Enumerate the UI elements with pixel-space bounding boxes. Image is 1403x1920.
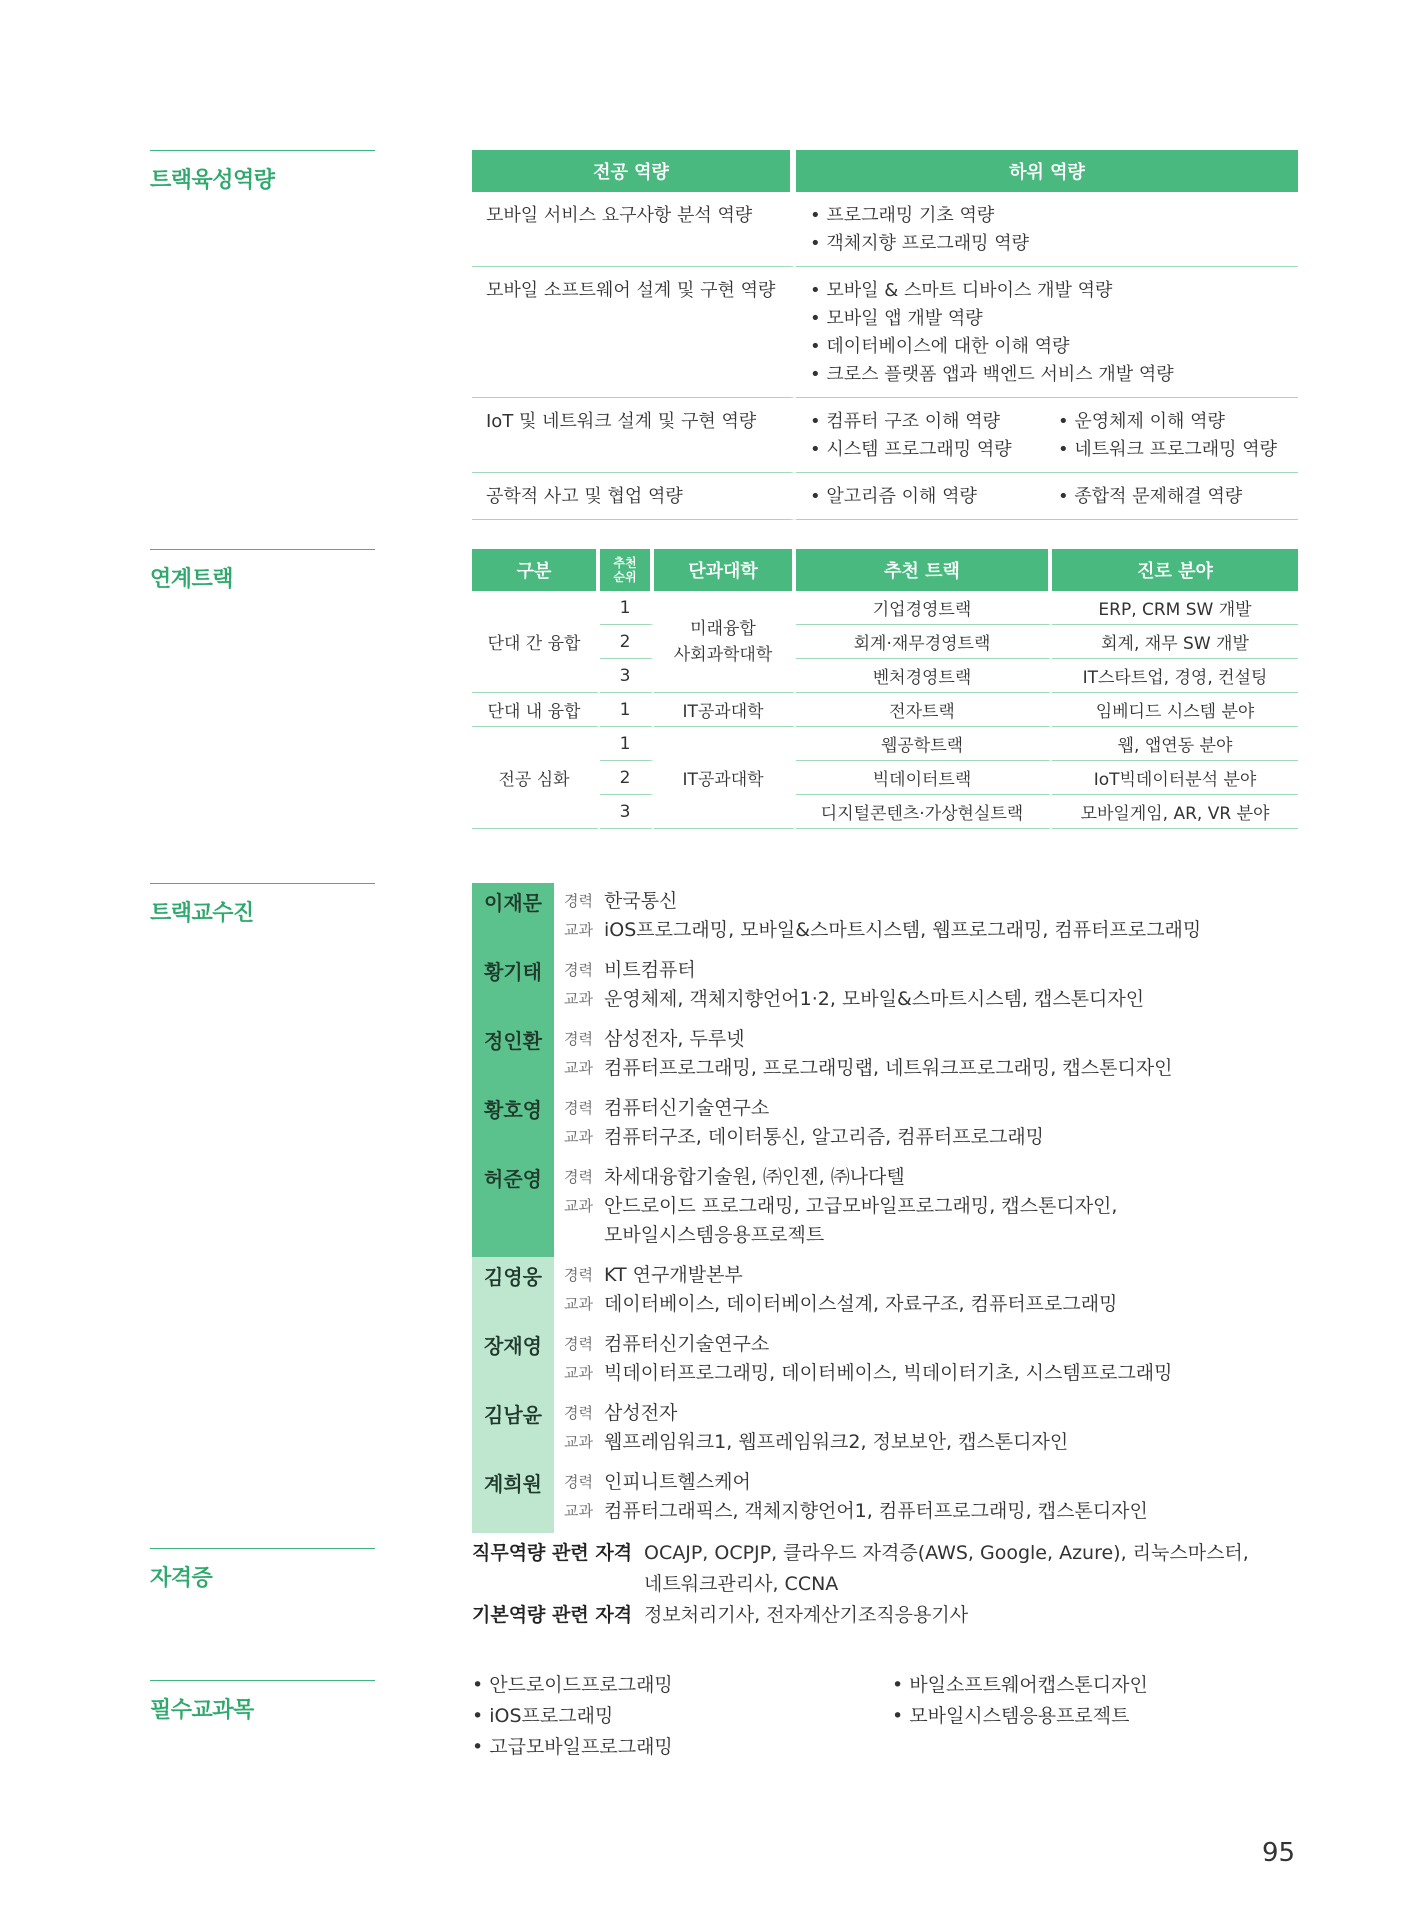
college-cell: 미래융합 사회과학대학	[654, 591, 796, 693]
certs-block	[472, 1538, 1298, 1631]
career-tag: 경력	[564, 1168, 593, 1186]
sub-item: • 컴퓨터 구조 이해 역량	[810, 411, 1000, 432]
faculty-row	[472, 1257, 1298, 1326]
faculty-courses: 모바일시스템응용프로젝트	[604, 1224, 825, 1246]
faculty-career: KT 연구개발본부	[604, 1264, 743, 1286]
faculty-name: 정인환	[472, 1021, 554, 1090]
rank-cell: 3	[600, 795, 654, 829]
career-tag: 경력	[564, 961, 593, 979]
career-cell: IT스타트업, 경영, 컨설팅	[1052, 659, 1298, 693]
table-row	[472, 591, 1298, 625]
cert-row	[472, 1538, 1298, 1569]
list-item: • iOS프로그래밍	[472, 1705, 614, 1727]
sub-item: • 모바일 앱 개발 역량	[810, 308, 983, 329]
track-cell: 빅데이터트랙	[796, 761, 1052, 795]
table-row	[472, 693, 1298, 727]
career-tag: 경력	[564, 1030, 593, 1048]
faculty-row	[472, 952, 1298, 1021]
cert-row-cont	[472, 1569, 1298, 1600]
career-cell: ERP, CRM SW 개발	[1052, 591, 1298, 625]
faculty-career: 인피니트헬스케어	[604, 1471, 751, 1493]
rank-cell: 1	[600, 727, 654, 761]
college-cell: IT공과대학	[654, 693, 796, 727]
list-item: • 안드로이드프로그래밍	[472, 1674, 673, 1696]
course-tag: 교과	[564, 1364, 593, 1382]
major-cell: 공학적 사고 및 협업 역량	[472, 473, 796, 520]
sub-cell	[796, 398, 1298, 473]
table-row	[472, 192, 1298, 267]
header-career: 진로 분야	[1052, 549, 1298, 591]
sub-cell	[796, 267, 1298, 398]
list-item: • 모바일시스템응용프로젝트	[892, 1705, 1130, 1727]
major-cell: IoT 및 네트워크 설계 및 구현 역량	[472, 398, 796, 473]
sub-item: • 네트워크 프로그래밍 역량	[1058, 439, 1278, 460]
table-row	[472, 727, 1298, 761]
sub-cell	[796, 192, 1298, 267]
course-tag: 교과	[564, 990, 593, 1008]
header-sub-competency: 하위 역량	[796, 150, 1298, 192]
track-cell: 전자트랙	[796, 693, 1052, 727]
section-title: 연계트랙	[150, 567, 234, 592]
header-college: 단과대학	[654, 549, 796, 591]
faculty-row	[472, 1395, 1298, 1464]
faculty-name: 계희원	[472, 1464, 554, 1533]
cert-row	[472, 1600, 1298, 1631]
header-rank-line1: 추천	[613, 556, 637, 570]
faculty-name: 장재영	[472, 1326, 554, 1395]
faculty-career: 차세대융합기술원, ㈜인젠, ㈜나다텔	[604, 1166, 905, 1188]
faculty-courses: 컴퓨터그래픽스, 객체지향언어1, 컴퓨터프로그래밍, 캡스톤디자인	[604, 1500, 1148, 1522]
page-number: 95	[1262, 1838, 1296, 1868]
major-cell: 모바일 서비스 요구사항 분석 역량	[472, 192, 796, 267]
table-row	[472, 267, 1298, 398]
required-list	[472, 1670, 1298, 1763]
faculty-name: 이재문	[472, 883, 554, 952]
rank-cell: 1	[600, 591, 654, 625]
faculty-row	[472, 1090, 1298, 1159]
faculty-career: 컴퓨터신기술연구소	[604, 1097, 770, 1119]
header-major-competency: 전공 역량	[472, 150, 796, 192]
course-tag: 교과	[564, 1502, 593, 1520]
faculty-courses: 웹프레임워크1, 웹프레임워크2, 정보보안, 캡스톤디자인	[604, 1431, 1069, 1453]
faculty-courses: iOS프로그래밍, 모바일&스마트시스템, 웹프로그래밍, 컴퓨터프로그래밍	[604, 919, 1202, 941]
sub-item: • 객체지향 프로그래밍 역량	[810, 233, 1030, 254]
faculty-row	[472, 1159, 1298, 1257]
career-tag: 경력	[564, 892, 593, 910]
table-row	[472, 398, 1298, 473]
faculty-name: 허준영	[472, 1159, 554, 1257]
course-tag: 교과	[564, 1295, 593, 1313]
faculty-row	[472, 1021, 1298, 1090]
faculty-courses: 컴퓨터구조, 데이터통신, 알고리즘, 컴퓨터프로그래밍	[604, 1126, 1045, 1148]
section-label-tracks	[150, 549, 375, 593]
faculty-courses: 안드로이드 프로그래밍, 고급모바일프로그래밍, 캡스톤디자인,	[604, 1195, 1118, 1217]
cert-key: 기본역량 관련 자격	[472, 1604, 633, 1626]
section-label-required	[150, 1680, 375, 1724]
section-label-faculty	[150, 883, 375, 927]
tracks-table	[472, 549, 1298, 829]
sub-item: • 종합적 문제해결 역량	[1058, 486, 1243, 507]
career-tag: 경력	[564, 1335, 593, 1353]
competency-table	[472, 150, 1298, 520]
career-cell: 회계, 재무 SW 개발	[1052, 625, 1298, 659]
sub-item: • 모바일 & 스마트 디바이스 개발 역량	[810, 280, 1113, 301]
faculty-name: 황기태	[472, 952, 554, 1021]
career-cell: IoT빅데이터분석 분야	[1052, 761, 1298, 795]
type-cell: 단대 간 융합	[472, 591, 600, 693]
table-row	[472, 473, 1298, 520]
type-cell: 단대 내 융합	[472, 693, 600, 727]
sub-item: • 시스템 프로그래밍 역량	[810, 439, 1012, 460]
sub-cell	[796, 473, 1298, 520]
sub-item: • 알고리즘 이해 역량	[810, 486, 977, 507]
faculty-career: 컴퓨터신기술연구소	[604, 1333, 770, 1355]
cert-key: 직무역량 관련 자격	[472, 1542, 633, 1564]
rank-cell: 3	[600, 659, 654, 693]
career-tag: 경력	[564, 1404, 593, 1422]
sub-item: • 크로스 플랫폼 앱과 백엔드 서비스 개발 역량	[810, 364, 1174, 385]
career-cell: 임베디드 시스템 분야	[1052, 693, 1298, 727]
section-title: 자격증	[150, 1566, 213, 1591]
faculty-career: 삼성전자	[604, 1402, 678, 1424]
sub-item: • 데이터베이스에 대한 이해 역량	[810, 336, 1070, 357]
course-tag: 교과	[564, 1128, 593, 1146]
section-title: 트랙육성역량	[150, 168, 275, 193]
faculty-career: 삼성전자, 두루넷	[604, 1028, 745, 1050]
course-tag: 교과	[564, 1059, 593, 1077]
career-tag: 경력	[564, 1099, 593, 1117]
header-type: 구분	[472, 549, 600, 591]
section-title: 트랙교수진	[150, 901, 254, 926]
section-title: 필수교과목	[150, 1698, 254, 1723]
faculty-block	[472, 883, 1298, 1533]
list-item: • 바일소프트웨어캡스톤디자인	[892, 1674, 1148, 1696]
required-block	[472, 1670, 1298, 1763]
section-label-competency	[150, 150, 375, 194]
section-label-certs	[150, 1548, 375, 1592]
faculty-career: 비트컴퓨터	[604, 959, 696, 981]
course-tag: 교과	[564, 1433, 593, 1451]
rank-cell: 2	[600, 625, 654, 659]
faculty-name: 황호영	[472, 1090, 554, 1159]
rank-cell: 2	[600, 761, 654, 795]
career-cell: 모바일게임, AR, VR 분야	[1052, 795, 1298, 829]
faculty-courses: 데이터베이스, 데이터베이스설계, 자료구조, 컴퓨터프로그래밍	[604, 1293, 1118, 1315]
track-cell: 디지털콘텐츠·가상현실트랙	[796, 795, 1052, 829]
sub-item: • 운영체제 이해 역량	[1058, 411, 1225, 432]
faculty-name: 김영웅	[472, 1257, 554, 1326]
major-cell: 모바일 소프트웨어 설계 및 구현 역량	[472, 267, 796, 398]
track-cell: 회계·재무경영트랙	[796, 625, 1052, 659]
track-cell: 웹공학트랙	[796, 727, 1052, 761]
rank-cell: 1	[600, 693, 654, 727]
college-cell: IT공과대학	[654, 727, 796, 829]
faculty-row	[472, 1326, 1298, 1395]
career-cell: 웹, 앱연동 분야	[1052, 727, 1298, 761]
faculty-courses: 운영체제, 객체지향언어1·2, 모바일&스마트시스템, 캡스톤디자인	[604, 988, 1145, 1010]
career-tag: 경력	[564, 1266, 593, 1284]
course-tag: 교과	[564, 1197, 593, 1215]
type-cell: 전공 심화	[472, 727, 600, 829]
header-track: 추천 트랙	[796, 549, 1052, 591]
header-rank-line2: 순위	[613, 570, 637, 584]
list-item: • 고급모바일프로그래밍	[472, 1736, 673, 1758]
track-cell: 벤처경영트랙	[796, 659, 1052, 693]
competency-table-block	[472, 150, 1298, 520]
faculty-career: 한국통신	[604, 890, 678, 912]
track-cell: 기업경영트랙	[796, 591, 1052, 625]
cert-value: 네트워크관리사, CCNA	[644, 1573, 839, 1595]
tracks-table-block	[472, 549, 1298, 829]
faculty-row	[472, 1464, 1298, 1533]
sub-item: • 프로그래밍 기초 역량	[810, 205, 995, 226]
faculty-courses: 빅데이터프로그래밍, 데이터베이스, 빅데이터기초, 시스템프로그래밍	[604, 1362, 1173, 1384]
career-tag: 경력	[564, 1473, 593, 1491]
header-rank	[600, 549, 654, 591]
faculty-name: 김남윤	[472, 1395, 554, 1464]
cert-value: OCAJP, OCPJP, 클라우드 자격증(AWS, Google, Azure), 리눅스마스터,	[644, 1542, 1249, 1564]
faculty-row	[472, 883, 1298, 952]
faculty-courses: 컴퓨터프로그래밍, 프로그래밍랩, 네트워크프로그래밍, 캡스톤디자인	[604, 1057, 1173, 1079]
cert-value: 정보처리기사, 전자계산기조직응용기사	[644, 1604, 969, 1626]
course-tag: 교과	[564, 921, 593, 939]
